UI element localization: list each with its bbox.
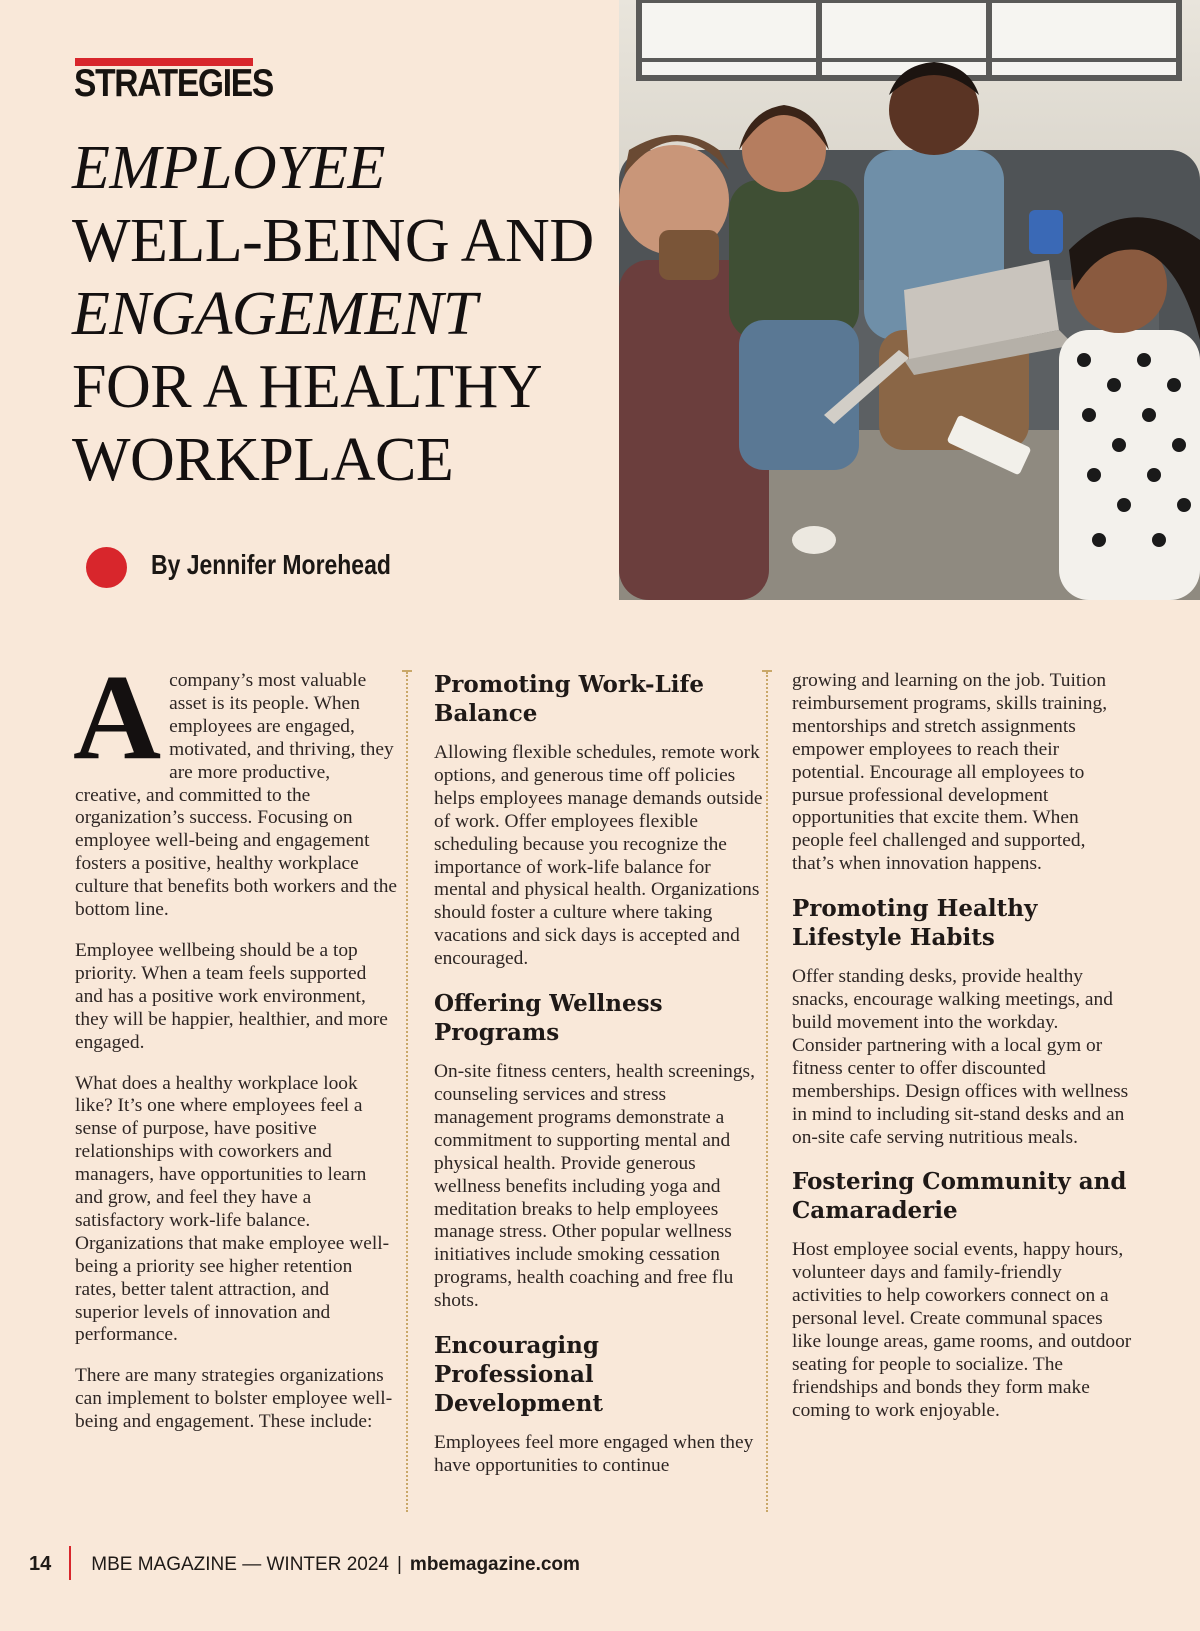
column-divider xyxy=(406,672,408,1512)
subheading: Encouraging Professional Development xyxy=(434,1332,604,1418)
footer-divider xyxy=(69,1546,71,1580)
body-paragraph: On-site fitness centers, health screenings, counseling services and stress management programs demonstrate a commitment to supporting mental and physical health. Provide generous wellness benefits including yoga and meditation breaks to help employees manage stress. Other popular wellness initiatives include smoking cessation programs, health coaching and free flu shots. xyxy=(434,1061,755,1312)
subheading: Fostering Community and Camaraderie xyxy=(792,1168,1127,1225)
subheading: Promoting Work-Life Balance xyxy=(434,671,705,727)
article-title xyxy=(72,132,632,497)
title-line: FOR A HEALTHY xyxy=(72,353,543,421)
team-meeting-photo xyxy=(619,0,1200,600)
article-column-3 xyxy=(792,670,1132,1441)
title-line: WORKPLACE xyxy=(72,426,454,494)
article-column-2 xyxy=(434,670,764,1496)
website-link[interactable]: mbemagazine.com xyxy=(409,1554,580,1576)
subheading: Promoting Healthy Lifestyle Habits xyxy=(792,895,1038,952)
page-footer xyxy=(29,1548,580,1582)
footer-separator: | xyxy=(396,1554,402,1576)
body-paragraph: What does a healthy workplace look like? It’s one where employees feel a sense of purpose, have positive relationships with coworkers and managers, have opportunities to learn and grow, and feel they have a satisfactory work-life balance. Organizations that make employee well-being a priority see higher retention rates, better talent attraction, and superior levels of innovation and performance. xyxy=(75,1072,390,1346)
body-paragraph: growing and learning on the job. Tuition reimbursement programs, skills training, mentorships and stretch assignments empower employees to reach their potential. Encourage all employees to pursue professional development opportunities that excite them. When people feel challenged and supported, that’s when innovation happens. xyxy=(792,670,1108,875)
title-line: WELL-BEING AND xyxy=(72,207,594,275)
body-paragraph: Employees feel more engaged when they have opportunities to continue xyxy=(434,1432,754,1476)
lead-paragraph-text: company’s most valuable asset is its people. When employees are engaged, motivated, and thriving, they are more productive, creative, and committed to the organization’s success. Focusing on employee well-being and engagement fosters a positive, healthy workplace culture that benefits both workers and the bottom line. xyxy=(75,670,398,921)
byline-dot-icon xyxy=(86,547,127,588)
drop-cap: A xyxy=(73,650,162,785)
body-paragraph: Host employee social events, happy hours, volunteer days and family-friendly activities to help coworkers connect on a personal level. Create communal spaces like lounge areas, game rooms, and outdoor seating for people to socialize. The friendships and bonds they form make coming to work enjoyable. xyxy=(792,1239,1132,1421)
body-paragraph: Employee wellbeing should be a top priority. When a team feels supported and has a positive work environment, they will be happier, healthier, and more engaged. xyxy=(75,939,388,1053)
body-paragraph: Offer standing desks, provide healthy snacks, encourage walking meetings, and build movement into the workday. Consider partnering with a local gym or fitness center to offer discounted memberships. Design offices with wellness in mind to including sit-stand desks and an on-site cafe serving nutritious meals. xyxy=(792,966,1129,1148)
body-paragraph: There are many strategies organizations can implement to bolster employee well-being and engagement. These include: xyxy=(75,1365,393,1433)
byline: By Jennifer Morehead xyxy=(151,549,391,580)
subheading: Offering Wellness Programs xyxy=(434,990,663,1047)
column-divider xyxy=(766,672,768,1512)
lead-paragraph xyxy=(73,650,398,922)
body-paragraph: Allowing flexible schedules, remote work options, and generous time off policies helps employees manage demands outside of work. Offer employees flexible scheduling because you recognize the importance of work-life balance for mental and physical health. Organizations should foster a culture where taking vacations and sick days is accepted and encouraged. xyxy=(434,742,763,970)
title-line: EMPLOYEE xyxy=(72,134,385,202)
magazine-issue: MBE MAGAZINE — WINTER 2024 xyxy=(91,1554,389,1576)
section-label: STRATEGIES xyxy=(74,62,273,105)
title-line: ENGAGEMENT xyxy=(72,280,477,348)
page-number: 14 xyxy=(29,1553,52,1576)
article-column-1 xyxy=(73,650,398,1452)
